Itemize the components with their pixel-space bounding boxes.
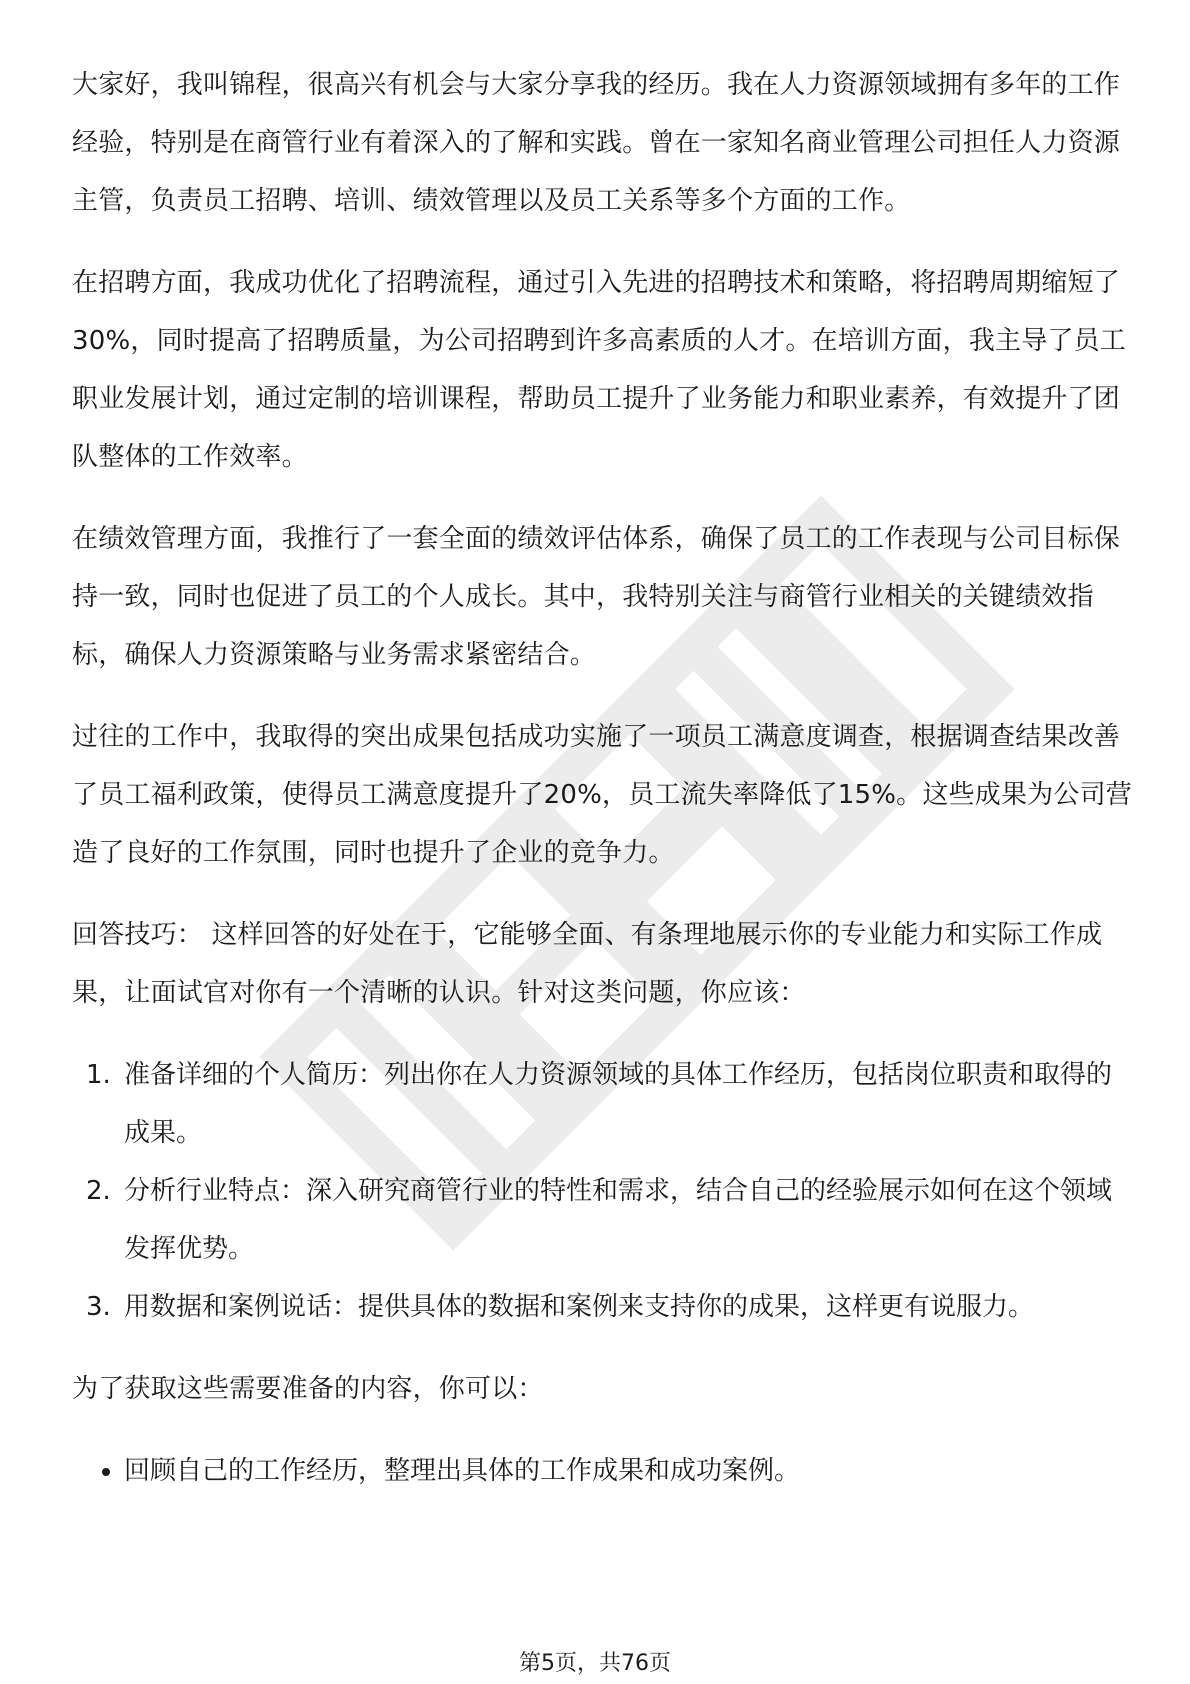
list-item: [72, 1162, 1132, 1278]
tips-list: [72, 1046, 1132, 1336]
bullet-icon: [102, 1468, 110, 1476]
paragraph-intro: 大家好，我叫锦程，很高兴有机会与大家分享我的经历。我在人力资源领域拥有多年的工作经验，特别是在商管行业有着深入的了解和实践。曾在一家知名商业管理公司担任人力资源主管，负责员工招聘、培训、绩效管理以及员工关系等多个方面的工作。: [72, 70, 1121, 216]
list-number: 1.: [86, 1060, 111, 1090]
paragraph-achievements: 过往的工作中，我取得的突出成果包括成功实施了一项员工满意度调查，根据调查结果改善了员工福利政策，使得员工满意度提升了20%，员工流失率降低了15%。这些成果为公司营造了良好的工作氛围，同时也提升了企业的竞争力。: [72, 722, 1132, 868]
page-number: 第5页，共76页: [519, 1651, 671, 1676]
list-item-text: 回顾自己的工作经历，整理出具体的工作成果和成功案例。: [124, 1456, 801, 1486]
list-item-text: 分析行业特点：深入研究商管行业的特性和需求，结合自己的经验展示如何在这个领域发挥优势。: [124, 1176, 1113, 1264]
document-body: [72, 56, 1132, 1500]
list-number: 2.: [86, 1176, 111, 1206]
list-item: [72, 1046, 1132, 1162]
paragraph-performance: 在绩效管理方面，我推行了一套全面的绩效评估体系，确保了员工的工作表现与公司目标保持一致，同时也促进了员工的个人成长。其中，我特别关注与商管行业相关的关键绩效指标，确保人力资源策略与业务需求紧密结合。: [72, 524, 1121, 670]
paragraph-answer-tips: 回答技巧： 这样回答的好处在于，它能够全面、有条理地展示你的专业能力和实际工作成果，让面试官对你有一个清晰的认识。针对这类问题，你应该：: [72, 920, 1103, 1008]
list-item-text: 用数据和案例说话：提供具体的数据和案例来支持你的成果，这样更有说服力。: [124, 1292, 1035, 1322]
bullet-list: [72, 1442, 1132, 1500]
list-item-text: 准备详细的个人简历：列出你在人力资源领域的具体工作经历，包括岗位职责和取得的成果。: [124, 1060, 1113, 1148]
list-number: 3.: [86, 1292, 111, 1322]
list-item: [72, 1278, 1132, 1336]
paragraph-preparation: 为了获取这些需要准备的内容，你可以：: [72, 1374, 544, 1404]
paragraph-recruiting: 在招聘方面，我成功优化了招聘流程，通过引入先进的招聘技术和策略，将招聘周期缩短了30%，同时提高了招聘质量，为公司招聘到许多高素质的人才。在培训方面，我主导了员工职业发展计划，通过定制的培训课程，帮助员工提升了业务能力和职业素养，有效提升了团队整体的工作效率。: [72, 268, 1126, 472]
list-item: [72, 1442, 1132, 1500]
